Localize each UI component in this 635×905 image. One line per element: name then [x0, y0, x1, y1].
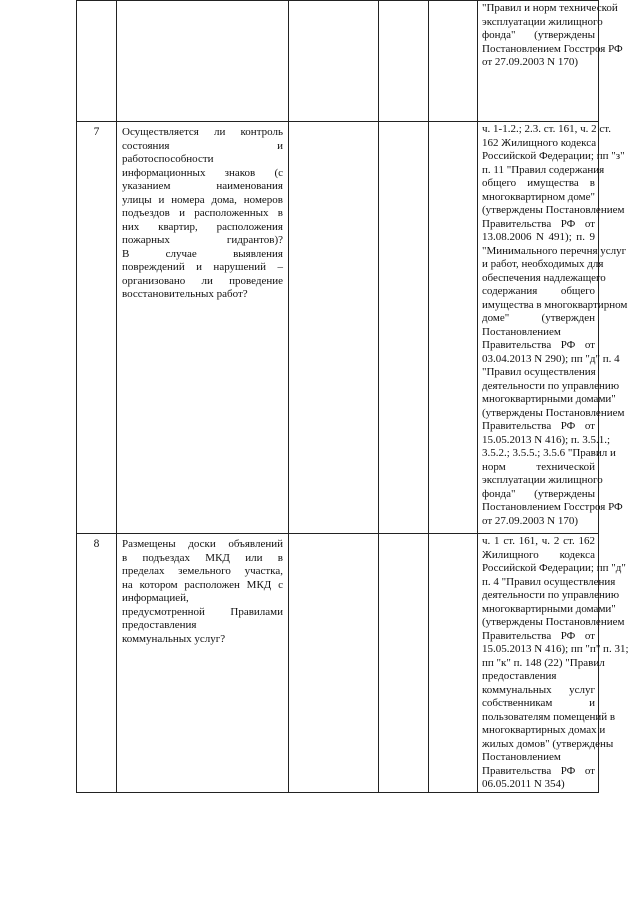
reference-line: деятельности по управлению — [482, 379, 620, 392]
reference-line: предоставления — [482, 670, 557, 682]
question-line: указанием наименования — [122, 180, 283, 192]
reference-line: (утверждены Постановлением — [482, 406, 625, 419]
question-line: предусмотренной Правилами — [122, 605, 283, 618]
reference-line: (утверждены Постановлением — [482, 616, 625, 628]
reference-cell — [478, 122, 628, 534]
question-line: пожарных гидрантов)? — [122, 234, 283, 246]
reference-line: доме" (утвержден — [482, 312, 595, 324]
reference-line: деятельности по управлению — [482, 589, 620, 601]
question-line: пределах земельного участка, — [122, 565, 283, 577]
reference-line: эксплуатации жилищного — [482, 474, 603, 486]
question-cell — [117, 1, 289, 122]
reference-line: и работ, необходимых для — [482, 258, 604, 270]
reference-line: пользователям помещений в — [482, 710, 616, 723]
reference-line: имущества в многоквартирном — [482, 298, 628, 311]
question-line: повреждений и нарушений – — [122, 261, 283, 273]
reference-line: многоквартирными домами" — [482, 602, 616, 615]
question-line: них квартир, расположения — [122, 220, 283, 233]
reference-line: 15.05.2013 N 416); п. 3.5.1.; — [482, 433, 611, 446]
table-row — [77, 534, 599, 793]
answer-na-cell — [429, 122, 478, 534]
reference-line: Жилищного кодекса — [482, 548, 595, 561]
reference-line: пп "к" п. 148 (22) "Правил — [482, 656, 605, 669]
reference-line: Постановлением — [482, 325, 561, 338]
question-line: организовано ли проведение — [122, 274, 283, 287]
answer-na-cell — [429, 1, 478, 122]
row-number-cell — [77, 534, 117, 793]
reference-line: коммунальных услуг — [482, 683, 595, 696]
question-line: подъездов и расположенных в — [122, 207, 283, 219]
row-number-cell — [77, 122, 117, 534]
row-number-cell — [77, 1, 117, 122]
reference-line: Российской Федерации; пп "д" — [482, 562, 626, 574]
reference-line: 13.08.2006 N 491); п. 9 — [482, 231, 595, 243]
reference-line: "Правил и норм технической — [482, 2, 618, 14]
reference-cell — [478, 534, 629, 793]
reference-line: Правительства РФ от — [482, 339, 595, 351]
question-line: предоставления — [122, 619, 197, 631]
answer-no-cell — [379, 534, 429, 793]
answer-yes-cell — [289, 122, 379, 534]
answer-no-cell — [379, 1, 429, 122]
reference-line: эксплуатации жилищного — [482, 15, 603, 28]
question-cell — [117, 534, 289, 793]
reference-line: ч. 1-1.2.; 2.3. ст. 161, ч. 2 ст. — [482, 123, 612, 135]
question-line: коммунальных услуг? — [122, 632, 226, 645]
reference-line: фонда" (утверждены — [482, 29, 595, 41]
reference-line: норм технической — [482, 460, 595, 473]
question-line: работоспособности — [122, 153, 214, 165]
reference-line: 03.04.2013 N 290); пп "д" п. 4 — [482, 352, 620, 365]
reference-line: содержания общего — [482, 285, 595, 297]
reference-line: Постановлением — [482, 751, 561, 763]
answer-no-cell — [379, 122, 429, 534]
table-row — [77, 1, 599, 122]
reference-line: (утверждены Постановлением — [482, 204, 625, 216]
question-line: информационных знаков (с — [122, 166, 283, 179]
reference-line: собственникам и — [482, 697, 595, 709]
question-line: информацией, — [122, 592, 189, 604]
reference-line: от 27.09.2003 N 170) — [482, 514, 579, 527]
reference-line: фонда" (утверждены — [482, 487, 595, 500]
checklist-body — [77, 1, 629, 793]
question-line: на котором расположен МКД с — [122, 578, 283, 591]
question-cell — [117, 122, 289, 534]
reference-line: обеспечения надлежащего — [482, 271, 606, 284]
reference-line: Правительства РФ от — [482, 420, 595, 432]
question-line: в подъездах МКД или в — [122, 551, 283, 564]
answer-yes-cell — [289, 1, 379, 122]
reference-line: 15.05.2013 N 416); пп "п" п. 31; — [482, 643, 629, 655]
reference-line: Российской Федерации; пп "з" — [482, 150, 625, 162]
reference-line: ч. 1 ст. 161, ч. 2 ст. 162 — [482, 535, 595, 547]
checklist-table — [76, 0, 629, 793]
reference-line: п. 4 "Правил осуществления — [482, 575, 616, 588]
reference-line: Правительства РФ от — [482, 764, 595, 777]
reference-line: Правительства РФ от — [482, 217, 595, 230]
reference-line: "Минимального перечня услуг — [482, 244, 627, 257]
question-line: В случае выявления — [122, 247, 283, 260]
reference-line: многоквартирными домами" — [482, 393, 616, 405]
table-row — [77, 122, 599, 534]
question-line: улицы и номера дома, номеров — [122, 193, 283, 206]
reference-line: жилых домов" (утверждены — [482, 737, 614, 750]
reference-line: от 27.09.2003 N 170) — [482, 56, 579, 68]
question-line: Размещены доски объявлений — [122, 538, 283, 550]
reference-line: 162 Жилищного кодекса — [482, 136, 597, 149]
answer-na-cell — [429, 534, 478, 793]
reference-line: многоквартирных домах и — [482, 724, 606, 736]
reference-cell — [478, 1, 623, 122]
row-number: 8 — [93, 538, 100, 550]
reference-line: "Правил осуществления — [482, 366, 596, 378]
reference-line: общего имущества в — [482, 177, 595, 189]
reference-line: Постановлением Госстроя РФ — [482, 501, 623, 513]
question-line: Осуществляется ли контроль — [122, 126, 283, 138]
answer-yes-cell — [289, 534, 379, 793]
question-line: состояния и — [122, 139, 283, 152]
reference-line: Постановлением Госстроя РФ — [482, 42, 623, 55]
question-line: восстановительных работ? — [122, 288, 248, 300]
row-number: 7 — [93, 126, 100, 138]
reference-line: многоквартирном доме" — [482, 190, 596, 203]
reference-line: п. 11 "Правил содержания — [482, 163, 605, 176]
reference-line: Правительства РФ от — [482, 629, 595, 642]
reference-line: 06.05.2011 N 354) — [482, 778, 565, 790]
reference-line: 3.5.2.; 3.5.5.; 3.5.6 "Правил и — [482, 447, 616, 459]
